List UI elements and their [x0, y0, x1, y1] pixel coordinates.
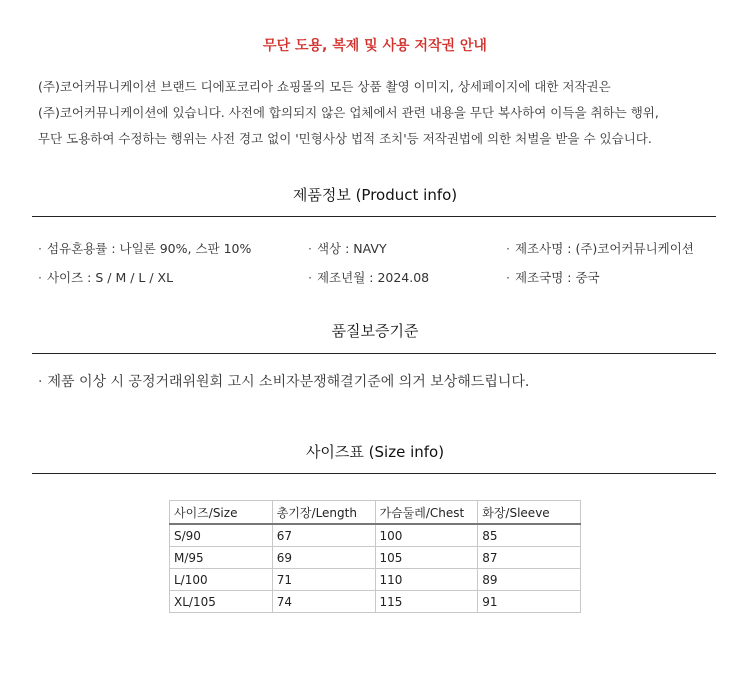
quality-guarantee-label: 제품 이상 시 공정거래위원회 고시 소비자분쟁해결기준에 의거 보상해드립니다. [47, 374, 530, 390]
table-cell: 105 [375, 547, 478, 569]
notice-line: 무단 도용하여 수정하는 행위는 사전 경고 없이 '민형사상 법적 조치'등 저작권법에 의한 처벌을 받을 수 있습니다. [38, 131, 652, 146]
table-row [170, 569, 581, 591]
table-row [170, 524, 581, 547]
bullet-mark: · [308, 241, 312, 256]
info-item-country [506, 268, 600, 286]
column-header: 가슴둘레/Chest [375, 501, 478, 525]
info-item-manufacture-date [308, 268, 429, 286]
info-item-label: 제조국명 : 중국 [514, 270, 600, 285]
table-cell: S/90 [170, 524, 273, 547]
copyright-notice-body [38, 74, 718, 152]
info-item-manufacturer [506, 239, 694, 257]
table-cell: 67 [272, 524, 375, 547]
table-row [170, 591, 581, 613]
bullet-mark: · [506, 241, 510, 256]
quality-guarantee-text [38, 371, 529, 391]
quality-divider [32, 353, 716, 354]
info-item-label: 사이즈 : S / M / L / XL [46, 270, 174, 285]
size-table [169, 500, 581, 613]
column-header: 총기장/Length [272, 501, 375, 525]
bullet-mark: · [38, 241, 42, 256]
info-item-label: 제조년월 : 2024.08 [316, 270, 430, 285]
product-info-divider [32, 216, 716, 217]
info-item-label: 색상 : NAVY [316, 241, 387, 256]
info-item-color [308, 239, 387, 257]
table-cell: 87 [478, 547, 581, 569]
size-info-heading: 사이즈표 (Size info) [305, 443, 445, 461]
bullet-mark: · [38, 270, 42, 285]
table-cell: 89 [478, 569, 581, 591]
bullet-mark: · [308, 270, 312, 285]
notice-line: (주)코어커뮤니케이션에 있습니다. 사전에 합의되지 않은 업체에서 관련 내용을 무단 복사하여 이득을 취하는 행위, [38, 105, 659, 120]
product-info-heading: 제품정보 (Product info) [292, 186, 458, 204]
table-cell: L/100 [170, 569, 273, 591]
table-cell: 74 [272, 591, 375, 613]
table-cell: 110 [375, 569, 478, 591]
info-item-fabric [38, 239, 251, 257]
size-table-header-row [170, 501, 581, 525]
info-item-label: 섬유혼용률 : 나일론 90%, 스판 10% [46, 241, 252, 256]
quality-heading: 품질보증기준 [331, 322, 419, 340]
table-row [170, 547, 581, 569]
notice-line: (주)코어커뮤니케이션 브랜드 디에포코리아 쇼핑몰의 모든 상품 촬영 이미지, 상세페이지에 대한 저작권은 [38, 79, 611, 94]
table-cell: 91 [478, 591, 581, 613]
column-header: 화장/Sleeve [478, 501, 581, 525]
table-cell: 71 [272, 569, 375, 591]
info-item-size [38, 268, 173, 286]
size-info-divider [32, 473, 716, 474]
table-cell: M/95 [170, 547, 273, 569]
bullet-mark: · [38, 374, 43, 390]
copyright-notice-title: 무단 도용, 복제 및 사용 저작권 안내 [263, 38, 487, 54]
table-cell: XL/105 [170, 591, 273, 613]
bullet-mark: · [506, 270, 510, 285]
column-header: 사이즈/Size [170, 501, 273, 525]
table-cell: 69 [272, 547, 375, 569]
table-cell: 85 [478, 524, 581, 547]
table-cell: 100 [375, 524, 478, 547]
table-cell: 115 [375, 591, 478, 613]
info-item-label: 제조사명 : (주)코어커뮤니케이션 [514, 241, 694, 256]
